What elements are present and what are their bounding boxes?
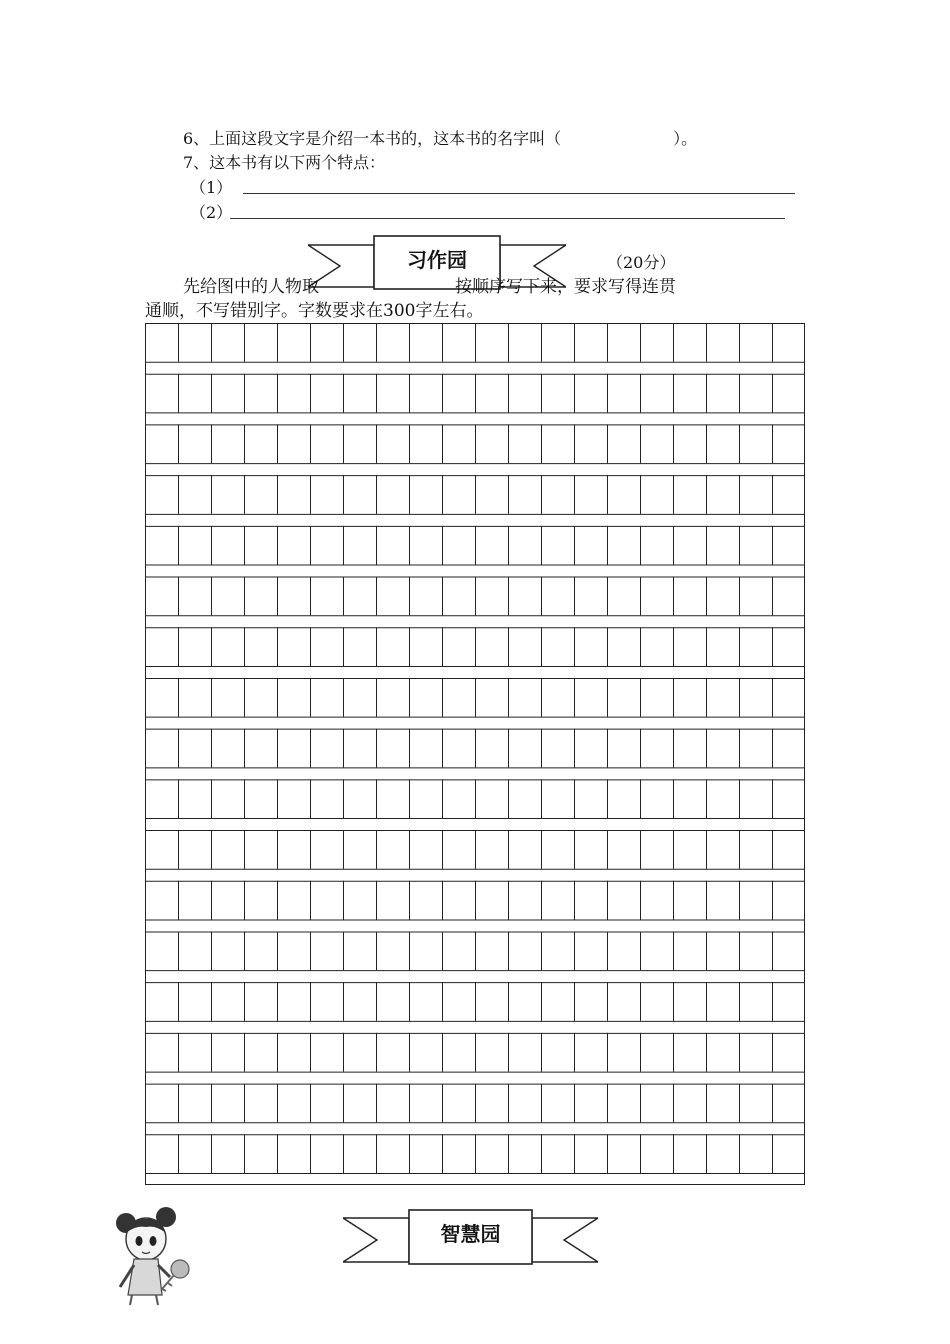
- instruction-line-1: 先给图中的人物取 按顺序写下来，要求写得连贯: [183, 277, 676, 297]
- question-6: 6、上面这段文字是介绍一本书的，这本书的名字叫（ ）。: [183, 129, 698, 148]
- answer-1-line[interactable]: [243, 193, 795, 194]
- answer-2-line[interactable]: [230, 218, 785, 219]
- answer-2-label: （2）: [190, 203, 233, 222]
- question-7: 7、这本书有以下两个特点：: [183, 153, 386, 172]
- wisdom-banner-title: 智慧园: [440, 1222, 501, 1246]
- answer-1-label: （1）: [190, 178, 233, 197]
- cartoon-girl-illustration: [112, 1203, 204, 1307]
- composition-grid[interactable]: [145, 323, 805, 1185]
- composition-grid-lines: [145, 323, 805, 1185]
- score-label: （20分）: [607, 253, 676, 272]
- instruction-line-2: 通顺，不写错别字。字数要求在300字左右。: [145, 301, 484, 321]
- writing-banner-title: 习作园: [407, 248, 467, 272]
